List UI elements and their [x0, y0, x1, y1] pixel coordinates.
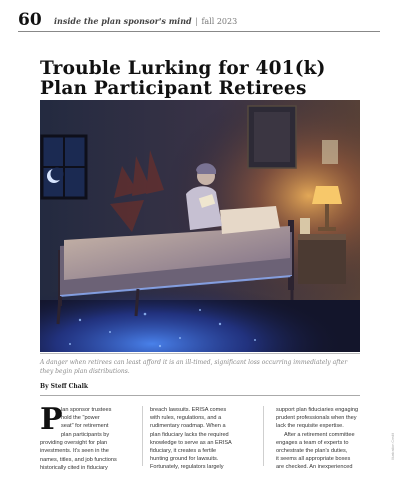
body-line: plan participants by — [61, 432, 110, 438]
running-head — [54, 17, 237, 26]
image-caption: A danger when retirees can least afford it is an ill-timed, significant loss occurring immediately after they begin plan distributions. — [40, 359, 348, 375]
body-line: investments. It's seen in the — [40, 448, 109, 455]
body-line: support plan fiduciaries engaging — [276, 407, 359, 413]
page-header — [0, 0, 400, 34]
body-line: names, titles, and job functions — [40, 456, 117, 463]
body-line: Fortunately, regulators largely — [150, 464, 224, 471]
window — [42, 136, 86, 198]
byline: By Steff Chalk — [40, 383, 89, 390]
issue-label: fall 2023 — [201, 17, 238, 26]
body-line: rudimentary roadmap. When a — [150, 423, 226, 430]
body-line: are checked. An inexperienced — [276, 464, 353, 471]
caption-rule — [40, 353, 360, 354]
body-line: plan fiduciary lacks the required — [150, 431, 229, 438]
wall-frame — [248, 106, 296, 168]
body-line: lack the requisite expertise. — [276, 423, 344, 430]
body-line: orchestrate the plan's duties, — [276, 448, 348, 455]
drop-cap: P — [40, 402, 63, 437]
body-column-1 — [61, 406, 136, 431]
publication-name: inside the plan sponsor's mind — [54, 16, 192, 26]
image-credit-text: Illustration Credit — [391, 433, 395, 460]
body-line: lan sponsor trustees — [61, 407, 112, 413]
body-line: prudent professionals when they — [276, 415, 357, 422]
body-column-3 — [276, 406, 378, 472]
body-column-1-continued — [40, 431, 138, 472]
headline-line: Plan Participant Retirees — [40, 78, 307, 99]
byline-rule — [40, 395, 360, 396]
body-line: hunting ground for lawsuits. — [150, 456, 219, 463]
article-illustration — [40, 100, 360, 352]
page-number: 60 — [18, 10, 42, 30]
body-line: it seems all appropriate boxes — [276, 456, 351, 463]
headline-line: Trouble Lurking for 401(k) — [40, 58, 326, 79]
body-line: breach lawsuits. ERISA comes — [150, 407, 227, 413]
body-line: knowledge to serve as an ERISA — [150, 439, 232, 446]
body-line: providing oversight for plan — [40, 440, 108, 447]
wall-note — [322, 140, 338, 164]
body-line: with rules, regulations, and a — [150, 415, 222, 422]
body-line: hold the "power — [61, 415, 100, 422]
body-line: seat" for retirement — [61, 423, 109, 430]
running-head-separator: | — [195, 17, 198, 26]
body-column-2 — [150, 406, 252, 472]
body-line: After a retirement committee — [284, 431, 355, 438]
article-headline — [40, 59, 385, 99]
body-line: engages a team of experts to — [276, 439, 349, 446]
body-line: historically cited in fiduciary — [40, 464, 108, 471]
body-line: fiduciary, it creates a fertile — [150, 448, 217, 455]
column-divider — [142, 406, 143, 466]
column-divider — [263, 406, 264, 466]
header-rule — [18, 31, 380, 32]
image-credit — [391, 380, 397, 460]
